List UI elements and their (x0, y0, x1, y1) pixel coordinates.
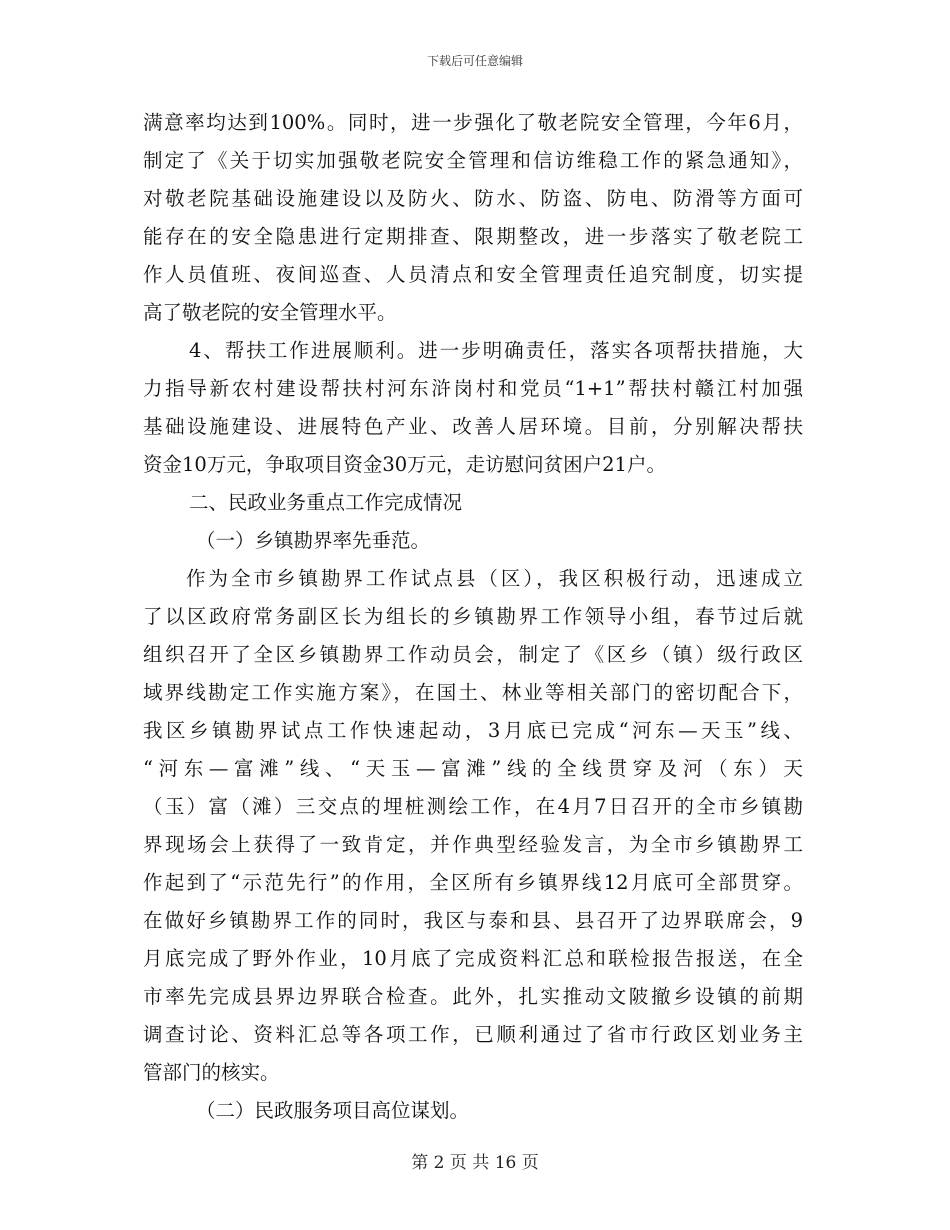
body-line: 界现场会上获得了一致肯定，并作典型经验发言，为全市乡镇勘界工 (143, 833, 803, 856)
body-line: 作为全市乡镇勘界工作试点县（区），我区积极行动，迅速成立 (186, 567, 803, 590)
body-line: 力指导新农村建设帮扶村河东浒岗村和党员“1+1”帮扶村赣江村加强 (143, 377, 803, 400)
body-line: 作起到了“示范先行”的作用，全区所有乡镇界线12月底可全部贯穿。 (143, 871, 803, 894)
body-line: 调查讨论、资料汇总等各项工作，已顺利通过了省市行政区划业务主 (143, 1023, 803, 1046)
body-line: 对敬老院基础设施建设以及防火、防水、防盗、防电、防滑等方面可 (143, 187, 803, 210)
body-line: 资金10万元，争取项目资金30万元，走访慰问贫困户21户。 (143, 453, 666, 476)
body-line: 4、帮扶工作进展顺利。进一步明确责任，落实各项帮扶措施，大 (189, 339, 803, 362)
body-line: （玉）富（滩）三交点的埋桩测绘工作，在4月7日召开的全市乡镇勘 (143, 795, 803, 818)
subsection-heading: （二）民政服务项目高位谋划。 (196, 1099, 470, 1122)
body-line: 能存在的安全隐患进行定期排查、限期整改，进一步落实了敬老院工 (143, 225, 803, 248)
page-footer: 第 2 页 共 16 页 (411, 1153, 539, 1173)
body-line: 满意率均达到100%。同时，进一步强化了敬老院安全管理，今年6月， (143, 111, 803, 134)
body-line: 市率先完成县界边界联合检查。此外，扎实推动文陂撤乡设镇的前期 (143, 985, 803, 1008)
body-line: 基础设施建设、进展特色产业、改善人居环境。目前，分别解决帮扶 (143, 415, 803, 438)
body-line: 域界线勘定工作实施方案》，在国土、林业等相关部门的密切配合下， (143, 681, 803, 704)
body-line: 高了敬老院的安全管理水平。 (143, 301, 397, 324)
body-line: 制定了《关于切实加强敬老院安全管理和信访维稳工作的紧急通知》， (143, 149, 803, 172)
document-body (143, 104, 803, 1130)
body-line: 我区乡镇勘界试点工作快速起动，3月底已完成“河东—天玉”线、 (143, 719, 803, 742)
page-header: 下载后可任意编辑 (426, 54, 523, 68)
subsection-heading: （一）乡镇勘界率先垂范。 (196, 529, 431, 552)
body-line: 了以区政府常务副区长为组长的乡镇勘界工作领导小组，春节过后就 (143, 605, 803, 628)
body-line: 作人员值班、夜间巡查、人员清点和安全管理责任追究制度，切实提 (143, 263, 803, 286)
body-line: 管部门的核实。 (143, 1061, 280, 1084)
body-line: 组织召开了全区乡镇勘界工作动员会，制定了《区乡（镇）级行政区 (143, 643, 803, 666)
section-heading: 二、民政业务重点工作完成情况 (189, 491, 463, 514)
body-line: 月底完成了野外作业，10月底了完成资料汇总和联检报告报送，在全 (143, 947, 803, 970)
body-line: 在做好乡镇勘界工作的同时，我区与泰和县、县召开了边界联席会，9 (143, 909, 803, 932)
body-line: “河东—富滩”线、“天玉—富滩”线的全线贯穿及河（东）天 (143, 757, 803, 780)
